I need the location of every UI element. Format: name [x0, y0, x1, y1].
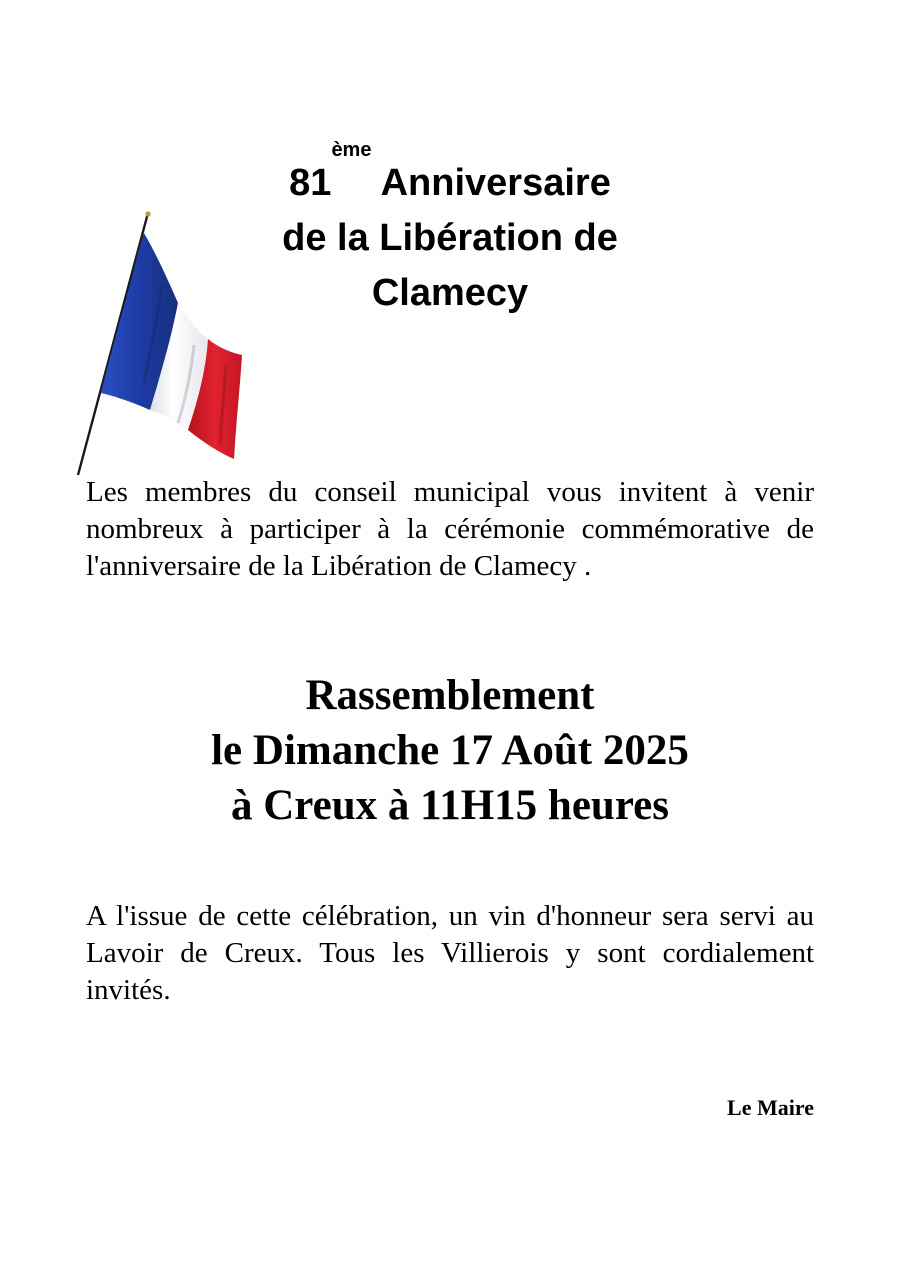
title-ordinal-suffix: ème — [331, 139, 372, 161]
invitation-paragraph: Les membres du conseil municipal vous invitent à venir nombreux à participer à la cérémonie commémorative de l'anniversaire de la Libération de Clamecy . — [86, 476, 814, 582]
title-anniversary-word: Anniversaire — [371, 162, 611, 204]
title-number: 81 — [289, 162, 332, 204]
title-line-3: Clamecy — [371, 272, 529, 314]
title-line-1 — [150, 139, 750, 211]
signature: Le Maire — [727, 1095, 814, 1120]
gathering-line-1: Rassemblement — [305, 672, 595, 719]
gathering-announcement — [100, 668, 800, 833]
page-title — [150, 139, 750, 321]
gathering-line-3: à Creux à 11H15 heures — [231, 782, 669, 829]
closing-paragraph: A l'issue de cette célébration, un vin d'honneur sera servi au Lavoir de Creux. Tous les Villierois y sont cordialement invités. — [86, 900, 814, 1006]
gathering-line-2: le Dimanche 17 Août 2025 — [211, 727, 689, 774]
title-line-2: de la Libération de — [282, 217, 618, 259]
